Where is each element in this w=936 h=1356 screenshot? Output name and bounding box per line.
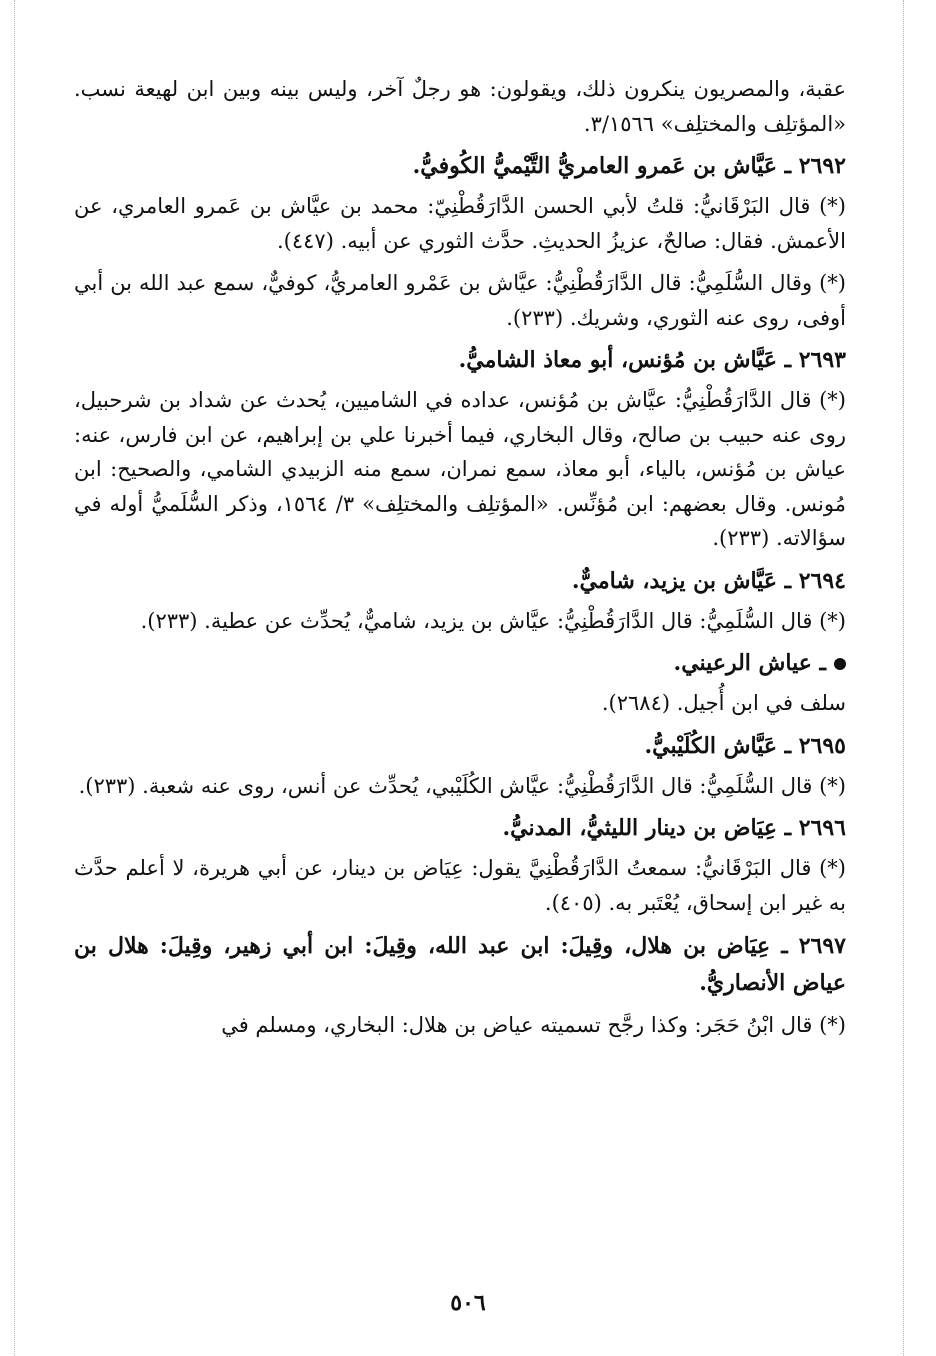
paragraph: عقبة، والمصريون ينكرون ذلك، ويقولون: هو رجلٌ آخر، وليس بينه وبين ابن لهيعة نسب. «المؤتلِف والمختلِف» ٣/١٥٦٦. xyxy=(74,77,846,136)
bullet-heading xyxy=(74,646,846,680)
entry-heading: ٢٦٩٢ ـ عَيَّاش بن عَمرو العامريُّ التَّيْميُّ الكُوفيُّ. xyxy=(412,153,846,179)
paragraph: (*) قال السُّلَمِيُّ: قال الدَّارَقُطْنِيُّ: عيَّاش الكُلَيْبي، يُحدِّث عن أنس، روى عنه شعبة. (٢٣٣). xyxy=(78,773,846,798)
page-body xyxy=(74,72,846,1051)
paragraph: (*) قال الدَّارَقُطْنِيُّ: عيَّاش بن مُؤنس، عداده في الشاميين، يُحدث عن شداد بن شرحبيل، روى عنه حبيب بن صالح، وقال البخاري، فيما أخبرنا علي بن إبراهيم، عن ابن فارس، عنه: عياش بن مُؤنس، بالياء، أبو معاذ، سمع نمران، سمع منه الزبيدي الشامي، والصحيح: ابن مُونس. وقال بعضهم: ابن مُؤنِّس. «المؤتلِف والمختلِف» ٣/ ١٥٦٤، وذكر السُّلَميُّ أوله في سؤالاته. (٢٣٣). xyxy=(74,388,846,550)
bullet-dot-icon xyxy=(834,658,846,670)
paragraph: سلف في ابن أُجيل. (٢٦٨٤). xyxy=(601,691,846,715)
paragraph: (*) قال البَرْقَانيُّ: قلتُ لأبي الحسن الدَّارَقُطْنِيّ: محمد بن عيَّاش بن عَمرو العامري، عن الأعمش. فقال: صالحٌ، عزيزُ الحديثِ. حدَّث الثوري عن أبيه. (٤٤٧). xyxy=(74,194,846,253)
margin-guide-right xyxy=(903,0,904,1356)
entry-heading: ٢٦٩٥ ـ عَيَّاش الكُلَيْبيُّ. xyxy=(644,732,846,759)
entry-heading: ٢٦٩٣ ـ عَيَّاش بن مُؤنس، أبو معاذ الشاميُّ. xyxy=(458,347,846,373)
entry-heading: ٢٦٩٤ ـ عَيَّاش بن يزيد، شاميٌّ. xyxy=(571,567,846,594)
paragraph: (*) قال السُّلَمِيُّ: قال الدَّارَقُطْنِيُّ: عيَّاش بن يزيد، شاميٌّ، يُحدِّث عن عطية. (٢٣٣). xyxy=(140,608,846,633)
paragraph: (*) وقال السُّلَمِيُّ: قال الدَّارَقُطْنِيُّ: عيَّاش بن عَمْرو العامريُّ، كوفيٌّ، سمع عبد الله بن أبي أوفى، روى عنه الثوري، وشريك. (٢٣٣). xyxy=(74,271,846,330)
entry-heading: ٢٦٩٦ ـ عِيَاض بن دينار الليثيُّ، المدنيُّ. xyxy=(502,815,846,841)
margin-guide-left xyxy=(14,0,15,1356)
paragraph: (*) قال ابْنُ حَجَر: وكذا رجَّح تسميته عياض بن هلال: البخاري، ومسلم في xyxy=(221,1013,846,1037)
paragraph: (*) قال البَرْقَانيُّ: سمعتُ الدَّارَقُطْنِيَّ يقول: عِيَاض بن دينار، عن أبي هريرة، لا أعلم حدَّث به غير ابن إسحاق، يُعْتَبر به. (٤٠٥). xyxy=(74,856,846,915)
bullet-heading-text: ـ عياش الرعيني. xyxy=(673,650,826,676)
entry-heading: ٢٦٩٧ ـ عِيَاض بن هلال، وقِيلَ: ابن عبد الله، وقِيلَ: ابن أبي زهير، وقِيلَ: هلال بن عياض الأنصاريُّ. xyxy=(74,933,846,996)
page-number: ٥٠٦ xyxy=(450,1290,486,1316)
